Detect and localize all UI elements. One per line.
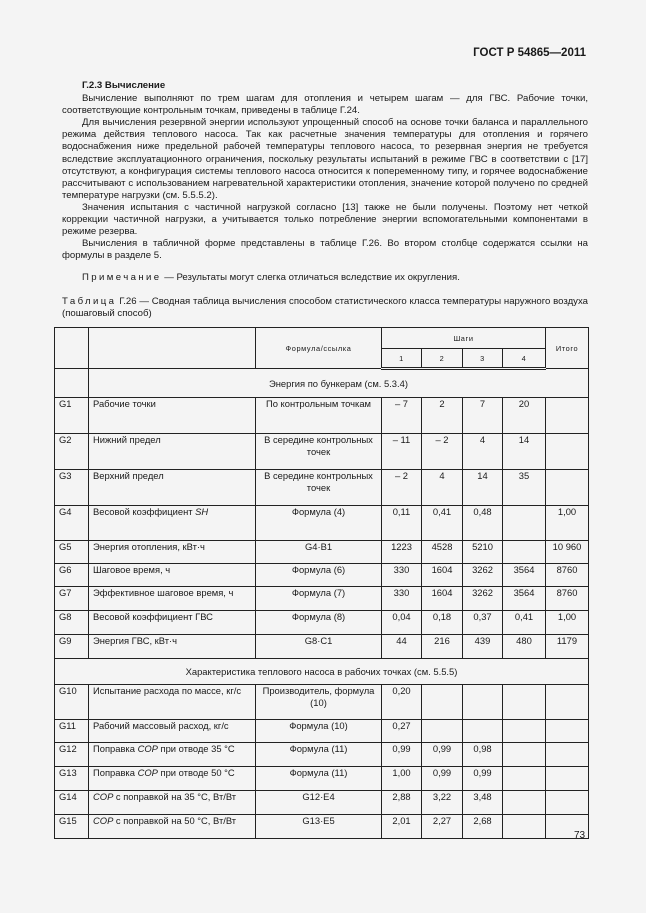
table-row bbox=[55, 587, 589, 611]
step-3-value: 0,37 bbox=[463, 611, 503, 635]
step-1-value: – 2 bbox=[382, 470, 422, 506]
row-formula: По контрольным точкам bbox=[256, 398, 382, 434]
table-caption-text: Г.26 — Сводная таблица вычисления способом статистического класса температуры наружного воздуха (пошаговый способ) bbox=[62, 296, 588, 320]
page-number: 73 bbox=[574, 830, 586, 841]
step-2-value: 2,27 bbox=[422, 815, 463, 839]
total-value: 1,00 bbox=[546, 611, 589, 635]
step-2-value: 4528 bbox=[422, 541, 463, 564]
row-name-prefix: Поправка bbox=[93, 743, 138, 754]
row-formula: Формула (8) bbox=[256, 611, 382, 635]
row-name-suffix: с поправкой на 35 °C, Вт/Вт bbox=[113, 791, 237, 802]
section-title: Характеристика теплового насоса в рабочих точках (см. 5.5.5) bbox=[55, 659, 589, 685]
step-2-value: – 2 bbox=[422, 434, 463, 470]
row-formula: В середине контрольных точек bbox=[256, 434, 382, 470]
step-3-value: 0,98 bbox=[463, 743, 503, 767]
step-4-value bbox=[503, 685, 546, 720]
section-row bbox=[55, 659, 589, 685]
step-3-value: 5210 bbox=[463, 541, 503, 564]
table-row bbox=[55, 398, 589, 434]
table-row bbox=[55, 541, 589, 564]
row-name: Шаговое время, ч bbox=[89, 564, 256, 587]
table-row bbox=[55, 564, 589, 587]
step-4-value bbox=[503, 743, 546, 767]
document-standard-header: ГОСТ Р 54865—2011 bbox=[473, 47, 586, 59]
row-name bbox=[89, 506, 256, 541]
row-id: G3 bbox=[55, 470, 89, 506]
section-row bbox=[55, 369, 589, 398]
step-1-value: 0,11 bbox=[382, 506, 422, 541]
table-row bbox=[55, 743, 589, 767]
row-formula: Формула (4) bbox=[256, 506, 382, 541]
step-2-value: 1604 bbox=[422, 587, 463, 611]
paragraph: Значения испытания с частичной нагрузкой согласно [13] также не были получены. Поэтому нет четкой коррекции частичной нагрузки, а учитывается только потребление энергии вспомогательными компонентами в режиме резерва. bbox=[62, 201, 588, 238]
step-3-value: 0,99 bbox=[463, 767, 503, 791]
row-name: Нижний предел bbox=[89, 434, 256, 470]
header-step-3: 3 bbox=[463, 349, 503, 369]
step-1-value: 330 bbox=[382, 564, 422, 587]
note-label: Примечание bbox=[82, 272, 162, 284]
total-value: 8760 bbox=[546, 564, 589, 587]
step-3-value: 2,68 bbox=[463, 815, 503, 839]
row-id: G5 bbox=[55, 541, 89, 564]
step-1-value: 330 bbox=[382, 587, 422, 611]
row-name: Верхний предел bbox=[89, 470, 256, 506]
step-1-value: 44 bbox=[382, 635, 422, 659]
step-1-value: 2,88 bbox=[382, 791, 422, 815]
section-body bbox=[62, 80, 588, 285]
row-formula: Формула (11) bbox=[256, 767, 382, 791]
total-value bbox=[546, 743, 589, 767]
row-name bbox=[89, 767, 256, 791]
row-id: G2 bbox=[55, 434, 89, 470]
step-3-value: 7 bbox=[463, 398, 503, 434]
row-id: G12 bbox=[55, 743, 89, 767]
paragraph: Вычисление выполняют по трем шагам для отопления и четырем шагам — для ГВС. Рабочие точки, соответствующие контрольным точкам, приведены в таблице Г.24. bbox=[62, 93, 588, 117]
total-value: 1179 bbox=[546, 635, 589, 659]
table-row bbox=[55, 685, 589, 720]
step-1-value: – 7 bbox=[382, 398, 422, 434]
header-formula: Формула/ссылка bbox=[256, 328, 382, 369]
row-name-suffix: при отводе 50 °C bbox=[157, 767, 235, 778]
row-id: G9 bbox=[55, 635, 89, 659]
step-1-value: 0,04 bbox=[382, 611, 422, 635]
row-name bbox=[89, 791, 256, 815]
row-formula: Формула (6) bbox=[256, 564, 382, 587]
step-3-value bbox=[463, 685, 503, 720]
step-3-value: 14 bbox=[463, 470, 503, 506]
note bbox=[62, 272, 588, 284]
total-value bbox=[546, 398, 589, 434]
header-id-cell bbox=[55, 328, 89, 369]
table-row bbox=[55, 791, 589, 815]
step-4-value bbox=[503, 791, 546, 815]
step-2-value bbox=[422, 720, 463, 743]
step-4-value bbox=[503, 541, 546, 564]
row-id: G10 bbox=[55, 685, 89, 720]
step-2-value: 3,22 bbox=[422, 791, 463, 815]
table-row bbox=[55, 720, 589, 743]
step-2-value: 4 bbox=[422, 470, 463, 506]
step-4-value: 480 bbox=[503, 635, 546, 659]
step-3-value: 0,48 bbox=[463, 506, 503, 541]
step-3-value: 4 bbox=[463, 434, 503, 470]
row-name-prefix: Поправка bbox=[93, 767, 138, 778]
step-2-value bbox=[422, 685, 463, 720]
total-value: 1,00 bbox=[546, 506, 589, 541]
step-4-value: 0,41 bbox=[503, 611, 546, 635]
row-name-symbol: SH bbox=[195, 506, 209, 517]
step-4-value bbox=[503, 506, 546, 541]
header-total: Итого bbox=[546, 328, 589, 369]
step-4-value bbox=[503, 815, 546, 839]
total-value: 8760 bbox=[546, 587, 589, 611]
header-step-2: 2 bbox=[422, 349, 463, 369]
total-value bbox=[546, 791, 589, 815]
step-3-value: 439 bbox=[463, 635, 503, 659]
step-4-value bbox=[503, 767, 546, 791]
table-row bbox=[55, 470, 589, 506]
table-row bbox=[55, 635, 589, 659]
row-name bbox=[89, 743, 256, 767]
step-4-value: 20 bbox=[503, 398, 546, 434]
row-formula: G4·B1 bbox=[256, 541, 382, 564]
total-value bbox=[546, 685, 589, 720]
total-value bbox=[546, 767, 589, 791]
step-3-value bbox=[463, 720, 503, 743]
header-step-4: 4 bbox=[503, 349, 546, 369]
row-id: G15 bbox=[55, 815, 89, 839]
step-3-value: 3262 bbox=[463, 587, 503, 611]
table-row bbox=[55, 506, 589, 541]
header-name-cell bbox=[89, 328, 256, 369]
summary-table bbox=[54, 327, 589, 839]
step-3-value: 3,48 bbox=[463, 791, 503, 815]
section-id-cell bbox=[55, 369, 89, 398]
row-name: Рабочий массовый расход, кг/с bbox=[89, 720, 256, 743]
row-name: Испытание расхода по массе, кг/с bbox=[89, 685, 256, 720]
row-id: G4 bbox=[55, 506, 89, 541]
step-2-value: 0,18 bbox=[422, 611, 463, 635]
row-id: G11 bbox=[55, 720, 89, 743]
note-text: — Результаты могут слегка отличаться вследствие их округления. bbox=[161, 272, 460, 284]
step-2-value: 2 bbox=[422, 398, 463, 434]
row-name: Эффективное шаговое время, ч bbox=[89, 587, 256, 611]
row-id: G14 bbox=[55, 791, 89, 815]
row-name-prefix: Весовой коэффициент bbox=[93, 506, 196, 517]
step-1-value: 1223 bbox=[382, 541, 422, 564]
row-name bbox=[89, 815, 256, 839]
row-formula: В середине контрольных точек bbox=[256, 470, 382, 506]
row-formula: G12·E4 bbox=[256, 791, 382, 815]
step-4-value: 35 bbox=[503, 470, 546, 506]
total-value bbox=[546, 434, 589, 470]
row-name: Рабочие точки bbox=[89, 398, 256, 434]
step-2-value: 0,41 bbox=[422, 506, 463, 541]
row-id: G13 bbox=[55, 767, 89, 791]
paragraph: Для вычисления резервной энергии используют упрощенный способ на основе точки баланса и параллельного режима действия теплового насоса. Так как расчетные значения температуры для отопления и горячего водоснабжения ниже предельной рабочей температуры теплового насоса, то резервная энергия не требуется вследствие эксплуатационного ограничения, поскольку результаты испытаний в режиме ГВС в соответствии с [17] отсутствуют, а конфигурация системы теплового насоса относится к попеременному типу, и горячее водоснабжение рассчитывают с использованием нагревательной характеристики отопления, значение которой получено по средней температуре нагрузки (см. 5.5.5.2). bbox=[62, 117, 588, 201]
row-id: G6 bbox=[55, 564, 89, 587]
section-heading: Г.2.3 Вычисление bbox=[82, 80, 166, 91]
step-1-value: 0,99 bbox=[382, 743, 422, 767]
step-2-value: 216 bbox=[422, 635, 463, 659]
row-formula: Производитель, формула (10) bbox=[256, 685, 382, 720]
step-4-value bbox=[503, 720, 546, 743]
step-4-value: 3564 bbox=[503, 564, 546, 587]
step-1-value: 0,20 bbox=[382, 685, 422, 720]
total-value bbox=[546, 470, 589, 506]
table-caption-label: Таблица bbox=[62, 296, 117, 307]
row-formula: Формула (7) bbox=[256, 587, 382, 611]
step-1-value: 0,27 bbox=[382, 720, 422, 743]
row-formula: Формула (10) bbox=[256, 720, 382, 743]
section-title: Энергия по бункерам (см. 5.3.4) bbox=[89, 369, 589, 398]
row-name-suffix: при отводе 35 °C bbox=[157, 743, 235, 754]
step-1-value: 1,00 bbox=[382, 767, 422, 791]
table-body bbox=[55, 369, 589, 839]
row-name-symbol: COP bbox=[137, 767, 158, 778]
row-id: G7 bbox=[55, 587, 89, 611]
row-formula: G8·C1 bbox=[256, 635, 382, 659]
step-4-value: 14 bbox=[503, 434, 546, 470]
total-value: 10 960 bbox=[546, 541, 589, 564]
row-name: Весовой коэффициент ГВС bbox=[89, 611, 256, 635]
table-row bbox=[55, 767, 589, 791]
total-value bbox=[546, 720, 589, 743]
row-name-symbol: COP bbox=[93, 815, 114, 826]
row-name-suffix: с поправкой на 50 °C, Вт/Вт bbox=[113, 815, 237, 826]
row-id: G1 bbox=[55, 398, 89, 434]
table-caption bbox=[62, 296, 588, 320]
row-name-symbol: COP bbox=[93, 791, 114, 802]
row-name-symbol: COP bbox=[137, 743, 158, 754]
row-formula: G13·E5 bbox=[256, 815, 382, 839]
table-row bbox=[55, 434, 589, 470]
step-3-value: 3262 bbox=[463, 564, 503, 587]
step-1-value: – 11 bbox=[382, 434, 422, 470]
header-steps: Шаги bbox=[382, 328, 546, 349]
step-2-value: 1604 bbox=[422, 564, 463, 587]
step-1-value: 2,01 bbox=[382, 815, 422, 839]
table-row bbox=[55, 815, 589, 839]
header-step-1: 1 bbox=[382, 349, 422, 369]
paragraph: Вычисления в табличной форме представлены в таблице Г.26. Во втором столбце содержатся ссылки на формулы в разделе 5. bbox=[62, 238, 588, 262]
step-2-value: 0,99 bbox=[422, 743, 463, 767]
step-2-value: 0,99 bbox=[422, 767, 463, 791]
table-row bbox=[55, 611, 589, 635]
row-formula: Формула (11) bbox=[256, 743, 382, 767]
row-name: Энергия ГВС, кВт·ч bbox=[89, 635, 256, 659]
step-4-value: 3564 bbox=[503, 587, 546, 611]
row-name: Энергия отопления, кВт·ч bbox=[89, 541, 256, 564]
row-id: G8 bbox=[55, 611, 89, 635]
